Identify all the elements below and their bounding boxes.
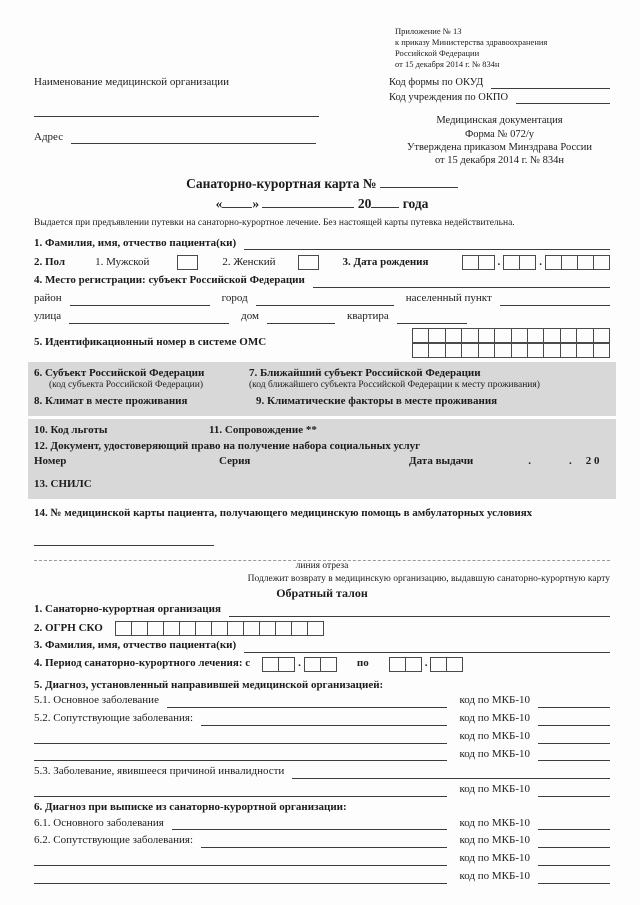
field-7-sub-label: (код ближайшего субъекта Российской Федерации к месту проживания) <box>249 380 540 391</box>
okud-label: Код формы по ОКУД <box>389 77 484 89</box>
coupon-field-5-2-label: 5.2. Сопутствующие заболевания: <box>34 712 194 725</box>
form-date-line: « » 20 года <box>215 195 429 211</box>
house-label: дом <box>241 309 260 322</box>
highlight-block-6-9 <box>28 362 616 416</box>
doc-type-line: Форма № 072/у <box>464 128 535 140</box>
house-field <box>267 311 335 324</box>
appendix-note <box>395 26 610 70</box>
input-cell <box>544 343 560 358</box>
okpo-field <box>516 91 610 104</box>
discharge-concomitant-disease-field <box>34 853 447 866</box>
input-cell <box>389 657 406 672</box>
disability-disease-field <box>34 784 447 797</box>
field-8-label: 8. Климат в месте проживания <box>34 395 188 408</box>
period-from-month-boxes <box>304 657 337 672</box>
appendix-line: Приложение № 13 <box>395 26 462 36</box>
city-label: город <box>221 292 248 305</box>
mkb10-code-field <box>538 731 610 744</box>
sex-female-label: 2. Женский <box>222 255 276 268</box>
field-12-label: 12. Документ, удостоверяющий право на получение набора социальных услуг <box>34 439 421 452</box>
birth-month-boxes <box>503 255 536 270</box>
birth-year-boxes <box>545 255 610 270</box>
outpatient-card-number-field <box>34 533 214 546</box>
mkb10-label: код по МКБ-10 <box>459 712 530 725</box>
document-series-label: Серия <box>219 455 251 468</box>
doc-type-block <box>389 114 610 167</box>
input-cell <box>495 328 511 343</box>
input-cell <box>429 343 445 358</box>
appendix-line: к приказу Министерства здравоохранения <box>395 37 548 48</box>
validity-note: Выдается при предъявлении путевки на санаторно-курортное лечение. Без настоящей карты путевка недействительна. <box>34 217 515 228</box>
input-cell <box>304 657 321 672</box>
period-from-day-boxes <box>262 657 295 672</box>
discharge-concomitant-disease-field <box>201 835 447 848</box>
city-field <box>256 293 394 306</box>
period-to-day-boxes <box>389 657 422 672</box>
oms-grid-row2 <box>412 343 610 358</box>
okud-field <box>491 76 610 89</box>
mkb10-code-field <box>538 853 610 866</box>
input-cell <box>479 255 495 270</box>
sex-male-checkbox <box>177 255 198 270</box>
input-cell <box>276 621 292 636</box>
input-cell <box>430 657 447 672</box>
mkb10-label: код по МКБ-10 <box>459 729 530 742</box>
field-14-label: 14. № медицинской карты пациента, получающего медицинскую помощь в амбулаторных условиях <box>34 506 533 519</box>
field-4-label: 4. Место регистрации: субъект Российской Федерации <box>34 274 305 287</box>
mkb10-label: код по МКБ-10 <box>459 869 530 882</box>
input-cell <box>262 657 279 672</box>
mkb10-label: код по МКБ-10 <box>459 816 530 829</box>
coupon-field-5-1-label: 5.1. Основное заболевание <box>34 694 159 707</box>
main-disease-field <box>167 695 447 708</box>
input-cell <box>528 343 544 358</box>
input-cell <box>196 621 212 636</box>
coupon-field-6-label: 6. Диагноз при выписке из санаторно-курортной организации: <box>34 800 347 813</box>
input-cell <box>577 343 593 358</box>
input-cell <box>228 621 244 636</box>
oms-grid <box>412 328 610 358</box>
cut-line-label: линия отреза <box>295 561 349 572</box>
mkb10-label: код по МКБ-10 <box>459 783 530 796</box>
return-note: Подлежит возврату в медицинскую организацию, выдавшую санаторно-курортную карту <box>247 574 610 585</box>
mkb10-label: код по МКБ-10 <box>459 852 530 865</box>
input-cell <box>429 328 445 343</box>
mkb10-code-field <box>538 871 610 884</box>
street-field <box>69 311 229 324</box>
input-cell <box>115 621 132 636</box>
input-cell <box>520 255 536 270</box>
document-number-label: Номер <box>34 455 67 468</box>
disability-disease-field <box>292 766 610 779</box>
concomitant-disease-field <box>201 713 447 726</box>
input-cell <box>446 328 462 343</box>
mkb10-code-field <box>538 835 610 848</box>
input-cell <box>479 343 495 358</box>
issue-date-label: Дата выдачи <box>409 455 474 468</box>
field-11-label: 11. Сопровождение ** <box>209 423 317 436</box>
field-13-label: 13. СНИЛС <box>34 478 92 491</box>
input-cell <box>577 328 593 343</box>
field-7-label: 7. Ближайший субъект Российской Федерации <box>249 366 481 379</box>
period-to-month-boxes <box>430 657 463 672</box>
oms-grid-row1 <box>412 328 610 343</box>
input-cell <box>406 657 422 672</box>
district-label: район <box>34 292 62 305</box>
input-cell <box>447 657 463 672</box>
field-10-label: 10. Код льготы <box>34 423 108 436</box>
mkb10-label: код по МКБ-10 <box>459 834 530 847</box>
coupon-field-5-label: 5. Диагноз, установленный направившей медицинской организацией: <box>34 678 384 691</box>
birth-day-boxes <box>462 255 495 270</box>
coupon-field-2-label: 2. ОГРН СКО <box>34 621 103 634</box>
coupon-field-1-label: 1. Санаторно-курортная организация <box>34 603 221 616</box>
input-cell <box>212 621 228 636</box>
input-cell <box>164 621 180 636</box>
okpo-label: Код учреждения по ОКПО <box>389 92 509 104</box>
appendix-line: Российской Федерации <box>395 48 480 59</box>
date-dot: . <box>497 255 501 268</box>
coupon-patient-name-field <box>244 640 610 653</box>
mkb10-code-field <box>538 695 610 708</box>
input-cell <box>180 621 196 636</box>
mkb10-label: код по МКБ-10 <box>459 694 530 707</box>
field-9-label: 9. Климатические факторы в месте проживания <box>256 395 498 408</box>
date-dot: . <box>539 255 542 268</box>
input-cell <box>544 328 560 343</box>
date-dot: . <box>424 657 428 670</box>
sko-organization-field <box>229 604 610 617</box>
doc-type-line: Утверждена приказом Минздрава России <box>406 141 593 153</box>
issue-date-dot: . <box>569 455 572 468</box>
input-cell <box>561 343 577 358</box>
settlement-field <box>500 293 610 306</box>
field-3-label: 3. Дата рождения <box>342 255 429 268</box>
input-cell <box>321 657 337 672</box>
field-6-sub-label: (код субъекта Российской Федерации) <box>49 380 203 391</box>
highlight-block-10-13 <box>28 419 616 499</box>
input-cell <box>308 621 324 636</box>
coupon-title: Обратный талон <box>276 586 368 601</box>
concomitant-disease-field <box>34 731 447 744</box>
input-cell <box>561 328 577 343</box>
mkb10-code-field <box>538 817 610 830</box>
date-dot: . <box>298 657 301 670</box>
field-5-label: 5. Идентификационный номер в системе ОМС <box>34 335 267 348</box>
input-cell <box>292 621 308 636</box>
input-cell <box>594 343 610 358</box>
input-cell <box>503 255 520 270</box>
field-1-label: 1. Фамилия, имя, отчество пациента(ки) <box>34 236 237 249</box>
coupon-field-5-3-label: 5.3. Заболевание, явившееся причиной инвалидности <box>34 765 285 778</box>
input-cell <box>462 255 479 270</box>
input-cell <box>148 621 164 636</box>
input-cell <box>462 328 478 343</box>
doc-type-line: от 15 декабря 2014 г. № 834н <box>434 154 565 166</box>
doc-type-line: Медицинская документация <box>436 115 563 127</box>
org-name-label: Наименование медицинской организации <box>34 76 229 89</box>
coupon-field-6-2-label: 6.2. Сопутствующие заболевания: <box>34 834 194 847</box>
street-label: улица <box>34 309 62 322</box>
input-cell <box>260 621 276 636</box>
input-cell <box>132 621 148 636</box>
district-field <box>70 293 210 306</box>
input-cell <box>412 343 429 358</box>
apartment-field <box>397 311 467 324</box>
address-label: Адрес <box>34 130 64 143</box>
input-cell <box>446 343 462 358</box>
input-cell <box>512 343 528 358</box>
coupon-field-6-1-label: 6.1. Основного заболевания <box>34 816 164 829</box>
mkb10-code-field <box>538 748 610 761</box>
ogrn-boxes <box>115 621 324 636</box>
issue-date-dot: . <box>528 455 532 468</box>
mkb10-label: код по МКБ-10 <box>459 747 530 760</box>
input-cell <box>594 328 610 343</box>
apartment-label: квартира <box>347 309 389 322</box>
sex-male-label: 1. Мужской <box>95 255 150 268</box>
field-2-label: 2. Пол <box>34 255 66 268</box>
issue-date-year-prefix: 2 0 <box>585 455 600 468</box>
appendix-line: от 15 декабря 2014 г. № 834н <box>395 59 500 70</box>
input-cell <box>562 255 578 270</box>
input-cell <box>528 328 544 343</box>
concomitant-disease-field <box>34 748 447 761</box>
input-cell <box>495 343 511 358</box>
input-cell <box>512 328 528 343</box>
coupon-field-3-label: 3. Фамилия, имя, отчество пациента(ки) <box>34 638 237 651</box>
region-field <box>313 275 610 288</box>
discharge-concomitant-disease-field <box>34 871 447 884</box>
sex-female-checkbox <box>298 255 319 270</box>
period-to-label: по <box>356 657 369 670</box>
field-6-label: 6. Субъект Российской Федерации <box>34 366 205 379</box>
settlement-label: населенный пункт <box>405 292 492 305</box>
input-cell <box>244 621 260 636</box>
input-cell <box>462 343 478 358</box>
mkb10-code-field <box>538 784 610 797</box>
input-cell <box>279 657 295 672</box>
input-cell <box>578 255 594 270</box>
input-cell <box>412 328 429 343</box>
discharge-main-disease-field <box>172 817 448 830</box>
patient-name-field <box>244 237 610 250</box>
address-field <box>71 131 316 144</box>
input-cell <box>479 328 495 343</box>
org-name-field <box>34 104 319 117</box>
input-cell <box>594 255 610 270</box>
mkb10-code-field <box>538 713 610 726</box>
input-cell <box>545 255 562 270</box>
form-title: Санаторно-курортная карта № <box>34 175 610 193</box>
coupon-field-4-label: 4. Период санаторно-курортного лечения: с <box>34 657 251 670</box>
